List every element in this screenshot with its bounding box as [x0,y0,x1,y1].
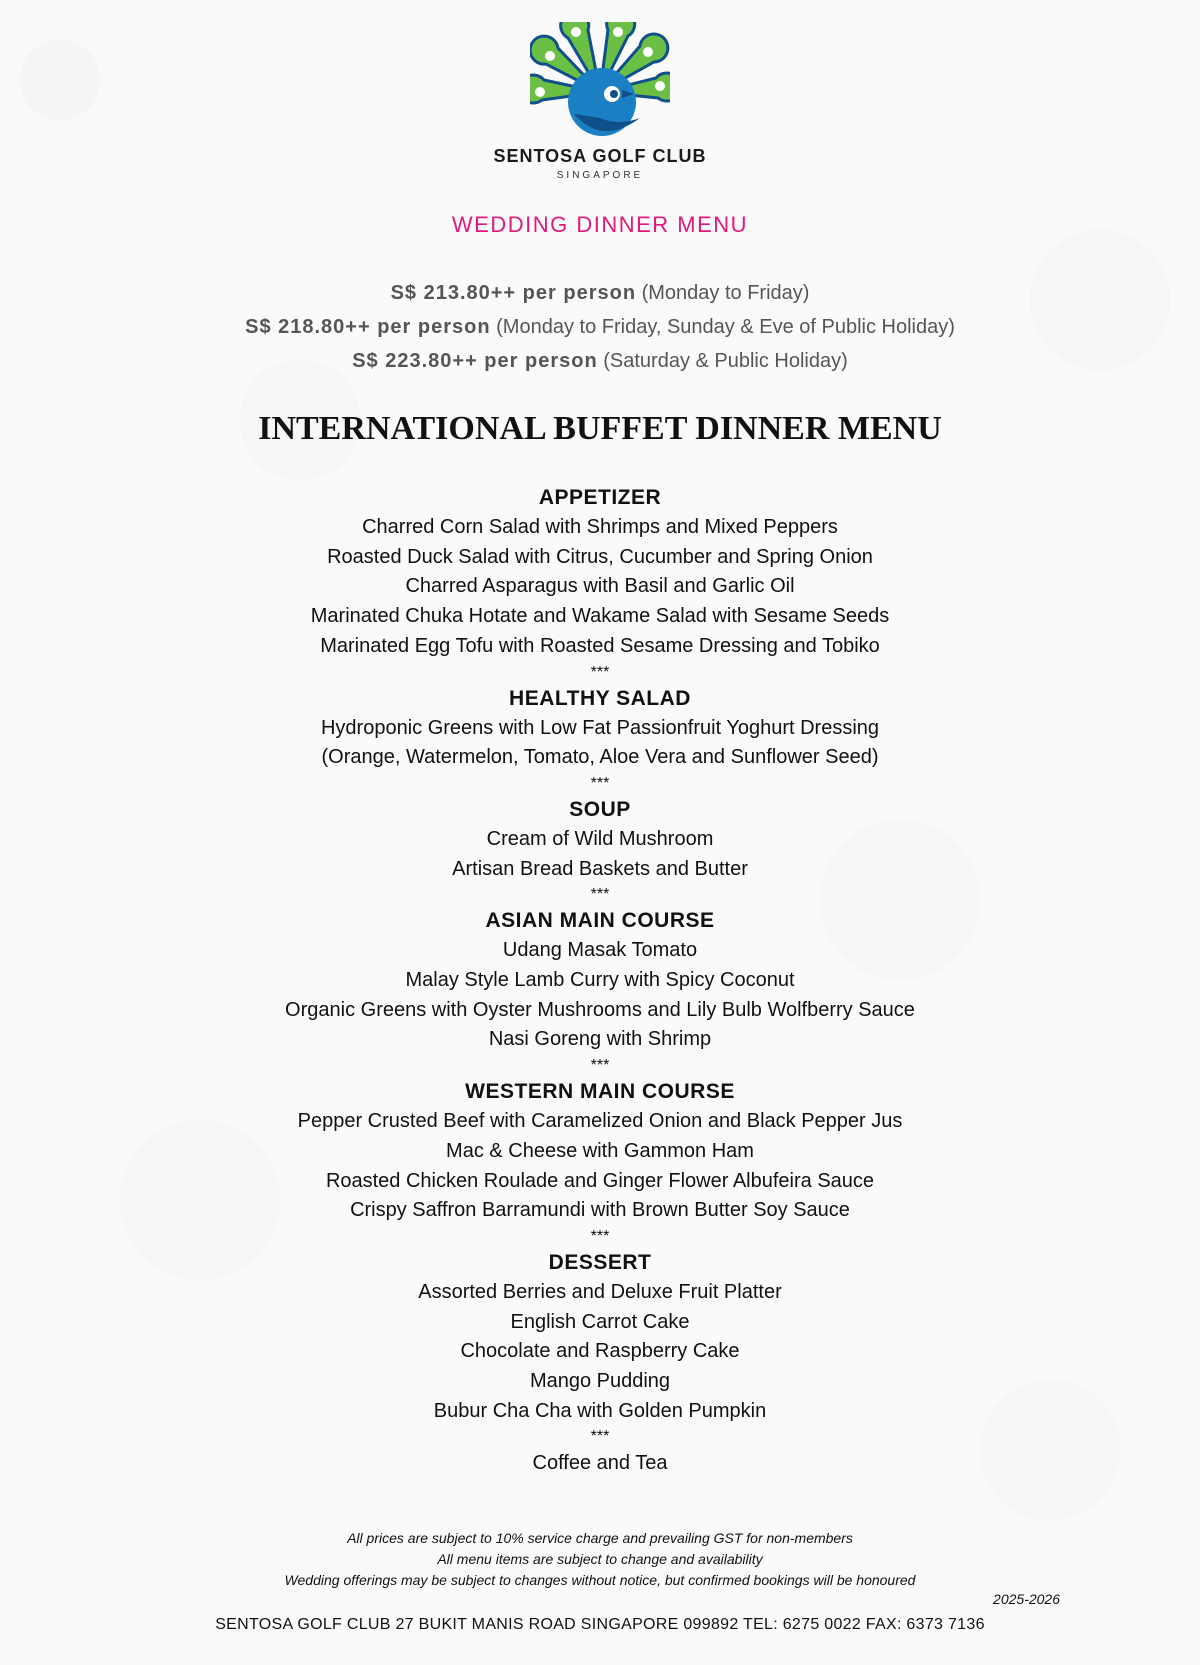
section-separator: *** [590,886,610,904]
peacock-logo-icon [530,22,670,140]
menu-item: Marinated Chuka Hotate and Wakame Salad with Sesame Seeds [310,605,890,628]
fine-print [0,1528,1200,1591]
menu-item: Chocolate and Raspberry Cake [460,1340,740,1363]
price-amount: S$ 223.80++ per person [352,350,598,372]
section-heading-western-main-course: WESTERN MAIN COURSE [465,1080,735,1104]
menu-item: Marinated Egg Tofu with Roasted Sesame Dressing and Tobiko [320,634,880,657]
section-separator: *** [590,663,610,681]
note-line: Wedding offerings may be subject to changes without notice, but confirmed bookings will be honoured [284,1572,916,1588]
menu-item: Roasted Chicken Roulade and Ginger Flower Albufeira Sauce [325,1169,875,1192]
section-separator: *** [590,1428,610,1446]
price-line [0,310,1200,344]
menu-item: Organic Greens with Oyster Mushrooms and Lily Bulb Wolfberry Sauce [285,998,915,1021]
menu-item: (Orange, Watermelon, Tomato, Aloe Vera and Sunflower Seed) [321,746,879,769]
menu-item: Pepper Crusted Beef with Caramelized Onion and Black Pepper Jus [297,1110,903,1133]
menu-item: Crispy Saffron Barramundi with Brown Butter Soy Sauce [350,1199,850,1222]
section-separator: *** [590,1227,610,1245]
section-heading-healthy-salad: HEALTHY SALAD [509,686,691,710]
menu-item: Assorted Berries and Deluxe Fruit Platter [418,1280,782,1303]
menu-item: Udang Masak Tomato [502,939,698,962]
closing-item: Coffee and Tea [532,1452,668,1475]
price-line [0,276,1200,310]
price-condition: (Monday to Friday, Sunday & Eve of Public Holiday) [496,316,955,338]
price-condition: (Monday to Friday) [641,282,810,304]
price-list [0,276,1200,378]
note-line: All menu items are subject to change and availability [437,1551,763,1567]
price-line [0,344,1200,378]
menu-item: Artisan Bread Baskets and Butter [452,857,748,880]
section-heading-asian-main-course: ASIAN MAIN COURSE [485,909,715,933]
menu-item: Bubur Cha Cha with Golden Pumpkin [433,1399,767,1422]
section-heading-appetizer: APPETIZER [538,486,662,509]
price-amount: S$ 213.80++ per person [390,282,637,304]
menu-item: Cream of Wild Mushroom [486,827,714,850]
menu-item: Charred Asparagus with Basil and Garlic Oil [405,575,795,598]
menu-item: Nasi Goreng with Shrimp [488,1028,712,1051]
logo-subtitle: SINGAPORE [556,170,644,181]
menu-sections [0,483,1200,1478]
menu-item: Charred Corn Salad with Shrimps and Mixed Peppers [362,516,838,538]
price-condition: (Saturday & Public Holiday) [603,350,848,372]
menu-item: English Carrot Cake [510,1310,690,1333]
footer-address: SENTOSA GOLF CLUB 27 BUKIT MANIS ROAD SINGAPORE 099892 TEL: 6275 0022 FAX: 6373 7136 [215,1616,985,1633]
club-logo [490,22,710,187]
menu-item: Malay Style Lamb Curry with Spicy Coconut [405,969,795,992]
menu-title: WEDDING DINNER MENU [451,212,749,237]
section-heading-soup: SOUP [569,797,631,821]
menu-year: 2025-2026 [993,1591,1060,1607]
note-line: All prices are subject to 10% service charge and prevailing GST for non-members [347,1530,853,1546]
menu-item: Hydroponic Greens with Low Fat Passionfruit Yoghurt Dressing [320,716,880,739]
buffet-title: INTERNATIONAL BUFFET DINNER MENU [258,410,942,447]
logo-name: SENTOSA GOLF CLUB [493,146,707,166]
menu-item: Mango Pudding [529,1370,671,1393]
section-separator: *** [590,1057,610,1075]
section-heading-dessert: DESSERT [548,1250,652,1274]
section-separator: *** [590,774,610,792]
menu-item: Roasted Duck Salad with Citrus, Cucumber and Spring Onion [327,545,873,568]
price-amount: S$ 218.80++ per person [245,316,491,338]
menu-item: Mac & Cheese with Gammon Ham [446,1139,754,1162]
